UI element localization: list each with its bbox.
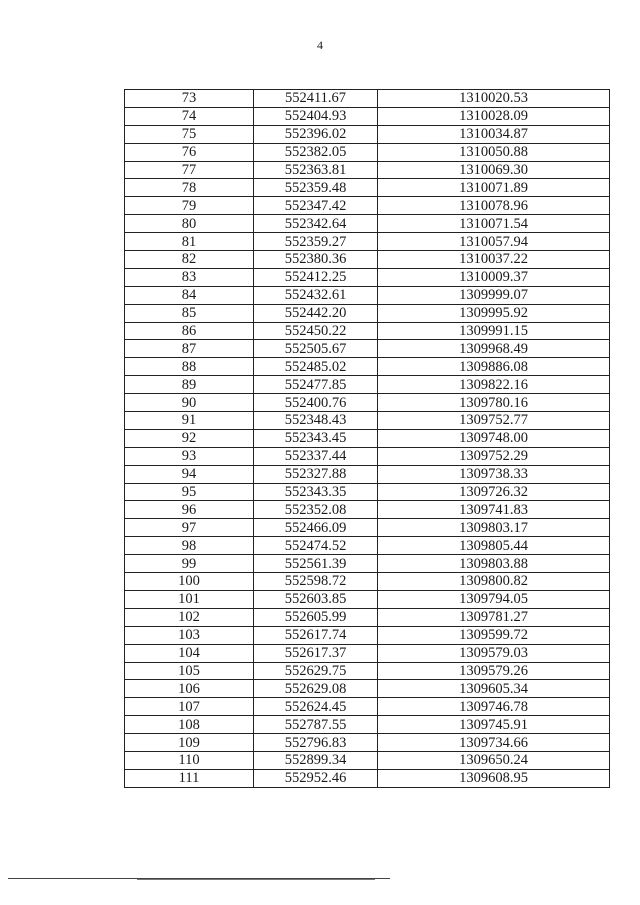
point-number-cell: 82 <box>125 251 254 269</box>
y-coordinate-cell: 1309746.78 <box>378 698 610 716</box>
y-coordinate-cell: 1309605.34 <box>378 680 610 698</box>
y-coordinate-cell: 1310028.09 <box>378 107 610 125</box>
point-number-cell: 109 <box>125 734 254 752</box>
y-coordinate-cell: 1310020.53 <box>378 90 610 108</box>
y-coordinate-cell: 1309886.08 <box>378 358 610 376</box>
x-coordinate-cell: 552337.44 <box>254 447 378 465</box>
x-coordinate-cell: 552624.45 <box>254 698 378 716</box>
x-coordinate-cell: 552363.81 <box>254 161 378 179</box>
y-coordinate-cell: 1309803.88 <box>378 555 610 573</box>
x-coordinate-cell: 552466.09 <box>254 519 378 537</box>
point-number-cell: 94 <box>125 465 254 483</box>
x-coordinate-cell: 552603.85 <box>254 590 378 608</box>
table-row <box>125 340 610 358</box>
table-row <box>125 233 610 251</box>
x-coordinate-cell: 552617.74 <box>254 626 378 644</box>
point-number-cell: 87 <box>125 340 254 358</box>
point-number-cell: 108 <box>125 716 254 734</box>
y-coordinate-cell: 1309608.95 <box>378 769 610 787</box>
x-coordinate-cell: 552412.25 <box>254 268 378 286</box>
point-number-cell: 91 <box>125 412 254 430</box>
x-coordinate-cell: 552474.52 <box>254 537 378 555</box>
x-coordinate-cell: 552352.08 <box>254 501 378 519</box>
x-coordinate-cell: 552396.02 <box>254 125 378 143</box>
y-coordinate-cell: 1309805.44 <box>378 537 610 555</box>
table-row <box>125 412 610 430</box>
y-coordinate-cell: 1309800.82 <box>378 573 610 591</box>
y-coordinate-cell: 1309794.05 <box>378 590 610 608</box>
table-row <box>125 626 610 644</box>
y-coordinate-cell: 1309579.03 <box>378 644 610 662</box>
x-coordinate-cell: 552442.20 <box>254 304 378 322</box>
table-row <box>125 555 610 573</box>
point-number-cell: 90 <box>125 394 254 412</box>
table-row <box>125 447 610 465</box>
point-number-cell: 80 <box>125 215 254 233</box>
y-coordinate-cell: 1310071.54 <box>378 215 610 233</box>
y-coordinate-cell: 1309745.91 <box>378 716 610 734</box>
point-number-cell: 73 <box>125 90 254 108</box>
point-number-cell: 105 <box>125 662 254 680</box>
y-coordinate-cell: 1309734.66 <box>378 734 610 752</box>
point-number-cell: 100 <box>125 573 254 591</box>
y-coordinate-cell: 1310071.89 <box>378 179 610 197</box>
point-number-cell: 93 <box>125 447 254 465</box>
point-number-cell: 102 <box>125 608 254 626</box>
y-coordinate-cell: 1309991.15 <box>378 322 610 340</box>
x-coordinate-cell: 552899.34 <box>254 751 378 769</box>
x-coordinate-cell: 552485.02 <box>254 358 378 376</box>
y-coordinate-cell: 1309781.27 <box>378 608 610 626</box>
y-coordinate-cell: 1309579.26 <box>378 662 610 680</box>
x-coordinate-cell: 552617.37 <box>254 644 378 662</box>
table-row <box>125 215 610 233</box>
x-coordinate-cell: 552629.75 <box>254 662 378 680</box>
y-coordinate-cell: 1309752.29 <box>378 447 610 465</box>
table-row <box>125 90 610 108</box>
y-coordinate-cell: 1309995.92 <box>378 304 610 322</box>
y-coordinate-cell: 1310034.87 <box>378 125 610 143</box>
point-number-cell: 92 <box>125 429 254 447</box>
table-row <box>125 662 610 680</box>
x-coordinate-cell: 552598.72 <box>254 573 378 591</box>
x-coordinate-cell: 552382.05 <box>254 143 378 161</box>
x-coordinate-cell: 552348.43 <box>254 412 378 430</box>
point-number-cell: 84 <box>125 286 254 304</box>
table-row <box>125 716 610 734</box>
y-coordinate-cell: 1309741.83 <box>378 501 610 519</box>
x-coordinate-cell: 552432.61 <box>254 286 378 304</box>
x-coordinate-cell: 552327.88 <box>254 465 378 483</box>
point-number-cell: 104 <box>125 644 254 662</box>
point-number-cell: 98 <box>125 537 254 555</box>
x-coordinate-cell: 552952.46 <box>254 769 378 787</box>
point-number-cell: 107 <box>125 698 254 716</box>
table-row <box>125 107 610 125</box>
table-row <box>125 125 610 143</box>
table-row <box>125 590 610 608</box>
point-number-cell: 103 <box>125 626 254 644</box>
table-row <box>125 698 610 716</box>
point-number-cell: 74 <box>125 107 254 125</box>
x-coordinate-cell: 552343.35 <box>254 483 378 501</box>
table-row <box>125 680 610 698</box>
footer-rule-secondary <box>137 879 375 880</box>
x-coordinate-cell: 552796.83 <box>254 734 378 752</box>
point-number-cell: 85 <box>125 304 254 322</box>
page-number: 4 <box>317 38 323 52</box>
x-coordinate-cell: 552380.36 <box>254 251 378 269</box>
y-coordinate-cell: 1309752.77 <box>378 412 610 430</box>
y-coordinate-cell: 1310057.94 <box>378 233 610 251</box>
table-row <box>125 161 610 179</box>
table-row <box>125 143 610 161</box>
y-coordinate-cell: 1309968.49 <box>378 340 610 358</box>
table-row <box>125 179 610 197</box>
x-coordinate-cell: 552342.64 <box>254 215 378 233</box>
table-row <box>125 394 610 412</box>
y-coordinate-cell: 1310069.30 <box>378 161 610 179</box>
x-coordinate-cell: 552411.67 <box>254 90 378 108</box>
table-row <box>125 376 610 394</box>
table-row <box>125 251 610 269</box>
point-number-cell: 75 <box>125 125 254 143</box>
point-number-cell: 77 <box>125 161 254 179</box>
x-coordinate-cell: 552359.48 <box>254 179 378 197</box>
point-number-cell: 79 <box>125 197 254 215</box>
point-number-cell: 86 <box>125 322 254 340</box>
y-coordinate-cell: 1310037.22 <box>378 251 610 269</box>
x-coordinate-cell: 552404.93 <box>254 107 378 125</box>
point-number-cell: 110 <box>125 751 254 769</box>
point-number-cell: 89 <box>125 376 254 394</box>
point-number-cell: 97 <box>125 519 254 537</box>
point-number-cell: 83 <box>125 268 254 286</box>
table-row <box>125 573 610 591</box>
point-number-cell: 81 <box>125 233 254 251</box>
y-coordinate-cell: 1310009.37 <box>378 268 610 286</box>
y-coordinate-cell: 1309803.17 <box>378 519 610 537</box>
point-number-cell: 96 <box>125 501 254 519</box>
x-coordinate-cell: 552347.42 <box>254 197 378 215</box>
x-coordinate-cell: 552450.22 <box>254 322 378 340</box>
x-coordinate-cell: 552561.39 <box>254 555 378 573</box>
table-row <box>125 268 610 286</box>
point-number-cell: 95 <box>125 483 254 501</box>
x-coordinate-cell: 552477.85 <box>254 376 378 394</box>
point-number-cell: 88 <box>125 358 254 376</box>
table-row <box>125 483 610 501</box>
y-coordinate-cell: 1309822.16 <box>378 376 610 394</box>
point-number-cell: 101 <box>125 590 254 608</box>
table-row <box>125 644 610 662</box>
y-coordinate-cell: 1309999.07 <box>378 286 610 304</box>
y-coordinate-cell: 1309726.32 <box>378 483 610 501</box>
point-number-cell: 111 <box>125 769 254 787</box>
table-row <box>125 304 610 322</box>
point-number-cell: 78 <box>125 179 254 197</box>
table-row <box>125 519 610 537</box>
y-coordinate-cell: 1310050.88 <box>378 143 610 161</box>
table-row <box>125 751 610 769</box>
table-row <box>125 608 610 626</box>
x-coordinate-cell: 552605.99 <box>254 608 378 626</box>
table-row <box>125 286 610 304</box>
table-row <box>125 429 610 447</box>
x-coordinate-cell: 552359.27 <box>254 233 378 251</box>
table-row <box>125 322 610 340</box>
y-coordinate-cell: 1309599.72 <box>378 626 610 644</box>
point-number-cell: 106 <box>125 680 254 698</box>
y-coordinate-cell: 1309748.00 <box>378 429 610 447</box>
y-coordinate-cell: 1309650.24 <box>378 751 610 769</box>
table-row <box>125 465 610 483</box>
table-row <box>125 769 610 787</box>
coordinates-table <box>124 89 610 788</box>
x-coordinate-cell: 552505.67 <box>254 340 378 358</box>
x-coordinate-cell: 552629.08 <box>254 680 378 698</box>
table-row <box>125 734 610 752</box>
table-row <box>125 537 610 555</box>
x-coordinate-cell: 552400.76 <box>254 394 378 412</box>
point-number-cell: 76 <box>125 143 254 161</box>
x-coordinate-cell: 552343.45 <box>254 429 378 447</box>
x-coordinate-cell: 552787.55 <box>254 716 378 734</box>
table-row <box>125 358 610 376</box>
y-coordinate-cell: 1309738.33 <box>378 465 610 483</box>
y-coordinate-cell: 1309780.16 <box>378 394 610 412</box>
point-number-cell: 99 <box>125 555 254 573</box>
table-row <box>125 501 610 519</box>
y-coordinate-cell: 1310078.96 <box>378 197 610 215</box>
table-row <box>125 197 610 215</box>
coordinates-table-body <box>125 90 610 788</box>
